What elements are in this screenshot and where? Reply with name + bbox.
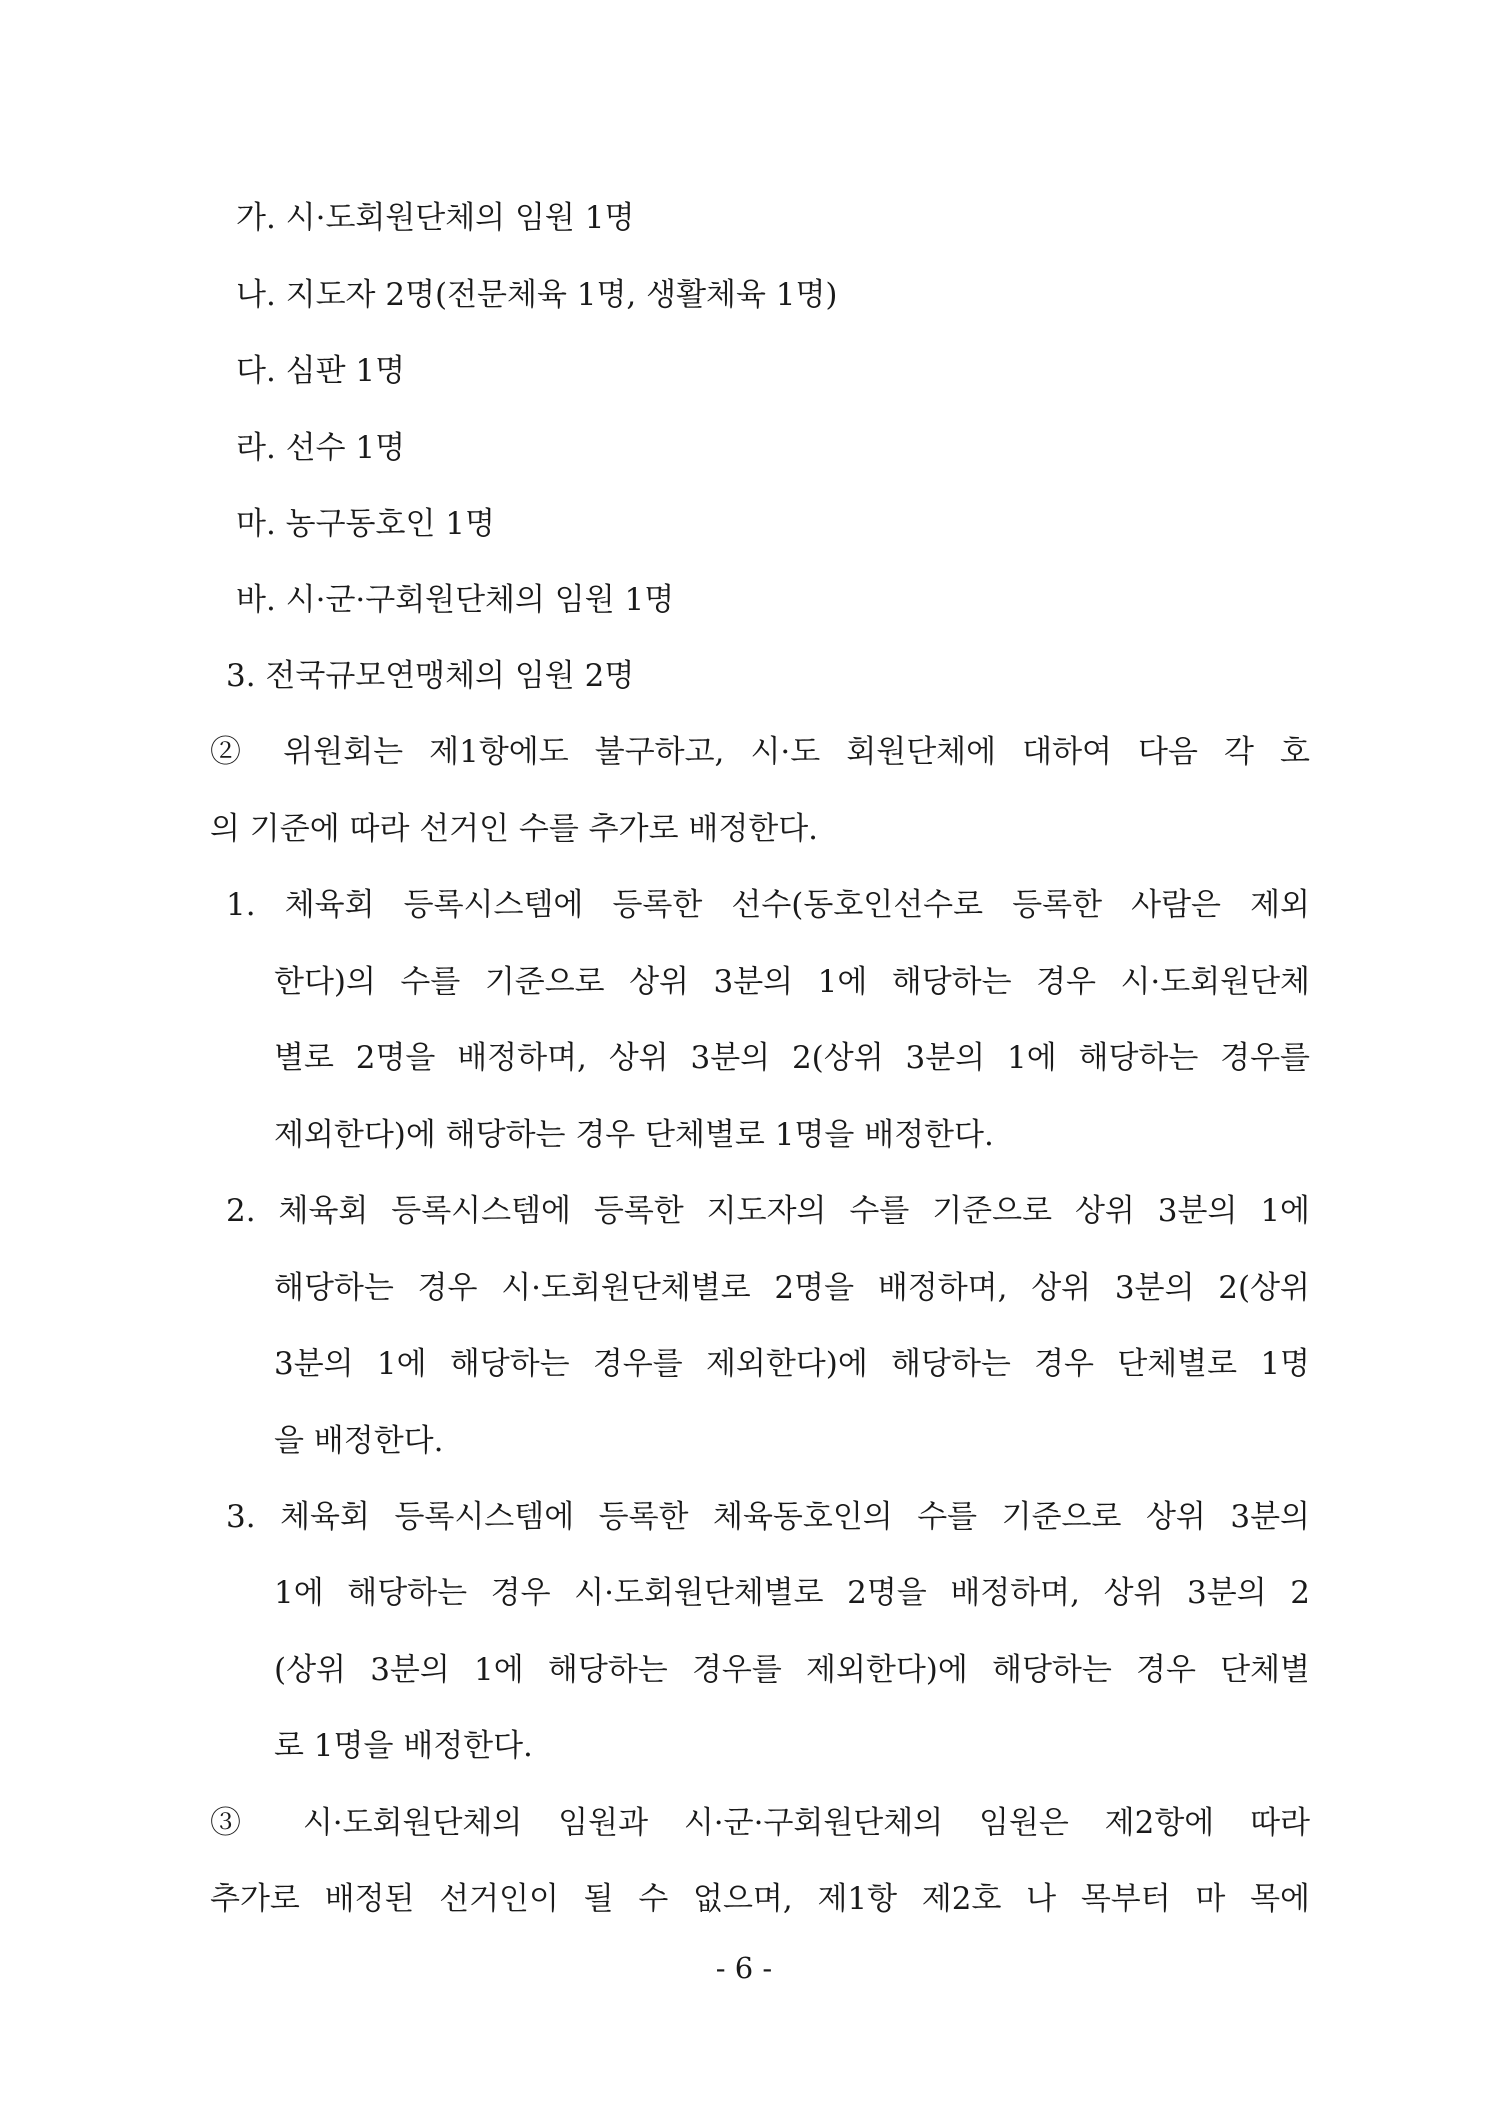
paragraph-line: ② 위원회는 제1항에도 불구하고, 시·도 회원단체에 대하여 다음 각 호 xyxy=(210,734,1310,770)
list-item-line: 을 배정한다. xyxy=(274,1423,444,1459)
text-line: 다. 심판 1명 xyxy=(236,353,406,389)
paragraph-line: 추가로 배정된 선거인이 될 수 없으며, 제1항 제2호 나 목부터 마 목에 xyxy=(210,1881,1310,1917)
list-item-line: 제외한다)에 해당하는 경우 단체별로 1명을 배정한다. xyxy=(274,1117,994,1153)
paragraph-line: ③ 시·도회원단체의 임원과 시·군·구회원단체의 임원은 제2항에 따라 xyxy=(210,1805,1310,1841)
text-line: 바. 시·군·구회원단체의 임원 1명 xyxy=(236,582,675,618)
text-line: 마. 농구동호인 1명 xyxy=(236,506,495,542)
text-line: 라. 선수 1명 xyxy=(236,430,406,466)
list-item-line: 2. 체육회 등록시스템에 등록한 지도자의 수를 기준으로 상위 3분의 1에 xyxy=(226,1193,1310,1229)
text-line: 나. 지도자 2명(전문체육 1명, 생활체육 1명) xyxy=(236,277,838,313)
list-item-line: 해당하는 경우 시·도회원단체별로 2명을 배정하며, 상위 3분의 2(상위 xyxy=(274,1270,1310,1306)
text-line: 3. 전국규모연맹체의 임원 2명 xyxy=(226,658,635,694)
paragraph-line: 의 기준에 따라 선거인 수를 추가로 배정한다. xyxy=(210,811,819,847)
list-item-line: 1. 체육회 등록시스템에 등록한 선수(동호인선수로 등록한 사람은 제외 xyxy=(226,887,1310,923)
list-item-line: 한다)의 수를 기준으로 상위 3분의 1에 해당하는 경우 시·도회원단체 xyxy=(274,964,1310,1000)
list-item-line: 1에 해당하는 경우 시·도회원단체별로 2명을 배정하며, 상위 3분의 2 xyxy=(274,1575,1310,1611)
page-number: - 6 - xyxy=(715,1951,773,1985)
list-item-line: 로 1명을 배정한다. xyxy=(274,1728,533,1764)
list-item-line: 3분의 1에 해당하는 경우를 제외한다)에 해당하는 경우 단체별로 1명 xyxy=(274,1346,1310,1382)
text-line: 가. 시·도회원단체의 임원 1명 xyxy=(236,200,635,236)
list-item-line: (상위 3분의 1에 해당하는 경우를 제외한다)에 해당하는 경우 단체별 xyxy=(274,1652,1310,1688)
list-item-line: 별로 2명을 배정하며, 상위 3분의 2(상위 3분의 1에 해당하는 경우를 xyxy=(274,1040,1310,1076)
list-item-line: 3. 체육회 등록시스템에 등록한 체육동호인의 수를 기준으로 상위 3분의 xyxy=(226,1499,1310,1535)
